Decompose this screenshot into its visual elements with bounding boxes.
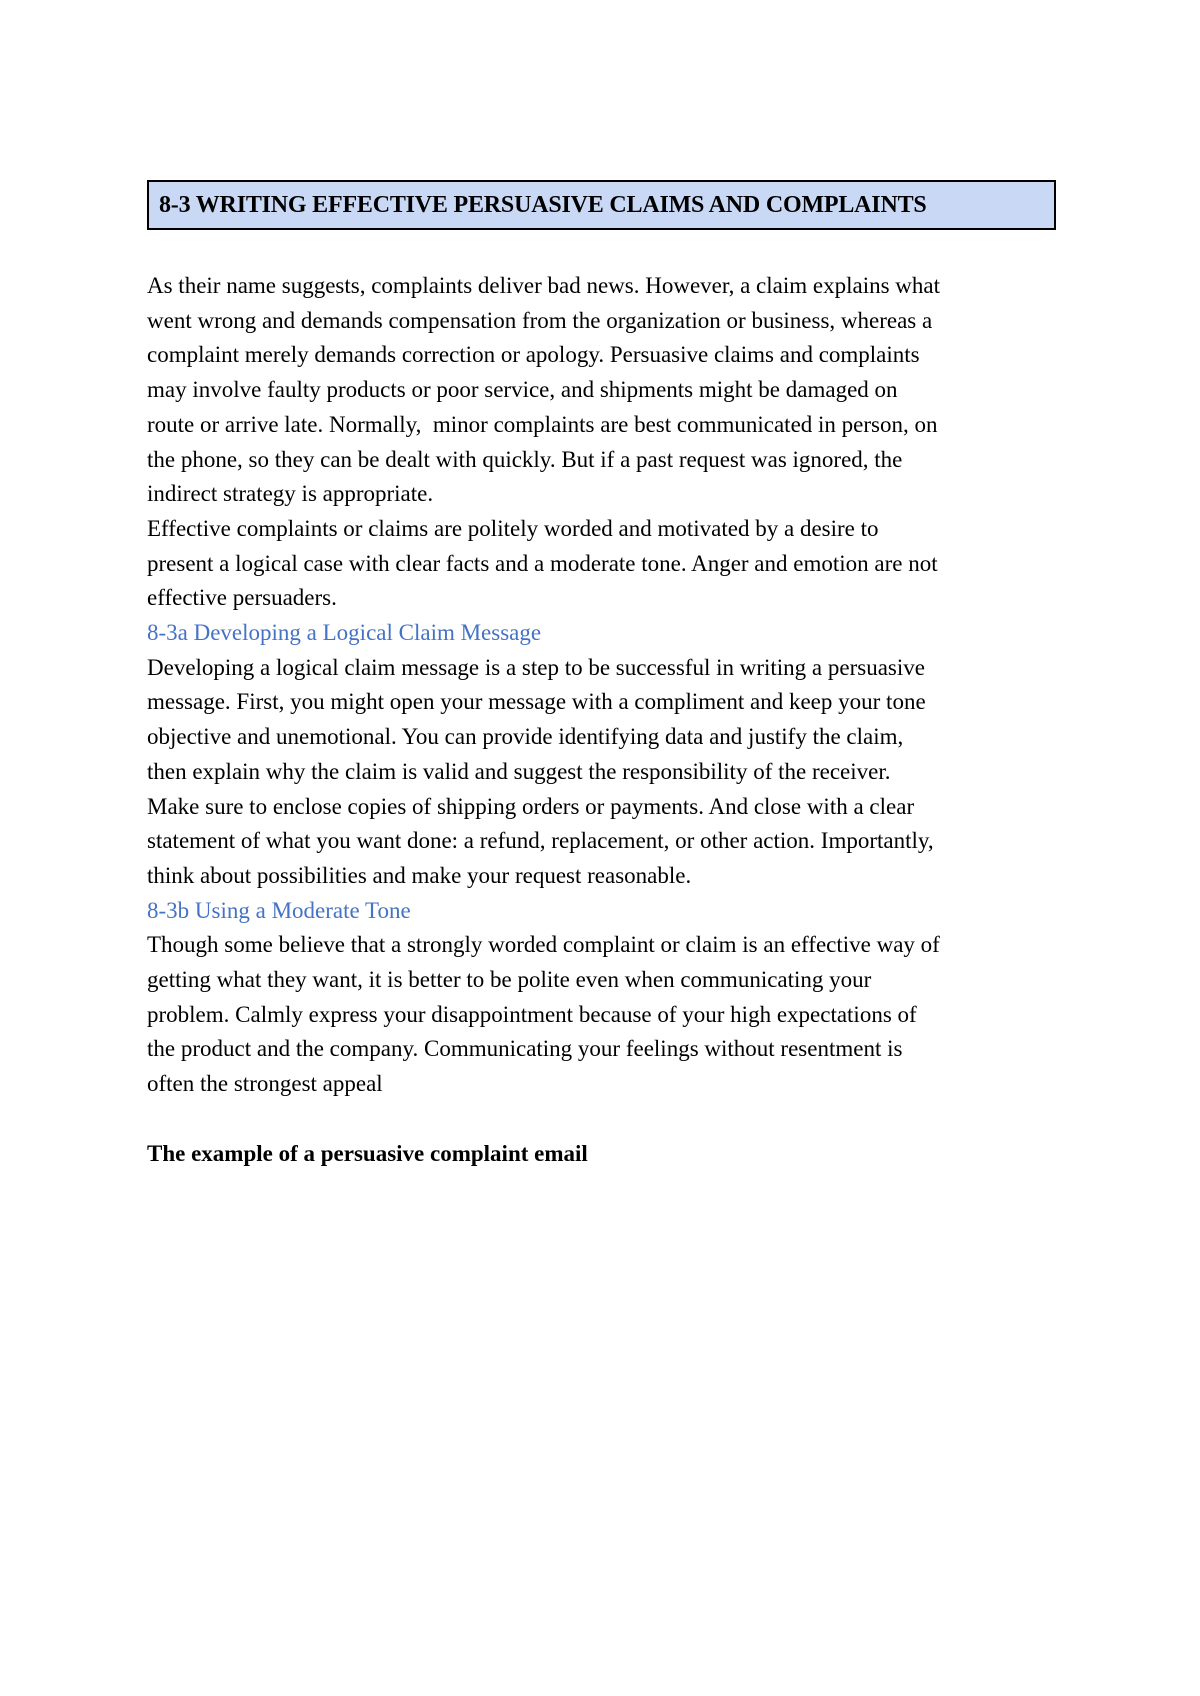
- section-title-box: [147, 180, 1056, 230]
- text-line: statement of what you want done: a refund, replacement, or other action. Importantly,: [147, 828, 934, 854]
- text-line: objective and unemotional. You can provide identifying data and justify the claim,: [147, 724, 904, 750]
- text-line: Developing a logical claim message is a step to be successful in writing a persuasive: [147, 654, 925, 680]
- text-line: effective persuaders.: [147, 585, 337, 611]
- blank-line: [147, 1102, 1067, 1137]
- text-line: Though some believe that a strongly worded complaint or claim is an effective way of: [147, 932, 940, 958]
- text-line: problem. Calmly express your disappointment because of your high expectations of: [147, 1001, 917, 1027]
- paragraph-effective-complaints: [147, 512, 1067, 616]
- text-line: went wrong and demands compensation from the organization or business, whereas a: [147, 307, 933, 333]
- text-line: indirect strategy is appropriate.: [147, 481, 434, 507]
- text-line: Effective complaints or claims are politely worded and motivated by a desire to: [147, 515, 879, 541]
- text-line: getting what they want, it is better to be polite even when communicating your: [147, 967, 872, 993]
- text-line: message. First, you might open your message with a compliment and keep your tone: [147, 689, 926, 715]
- paragraph-moderate-tone: [147, 928, 1067, 1102]
- text-line: complaint merely demands correction or apology. Persuasive claims and complaints: [147, 342, 920, 368]
- text-line: the product and the company. Communicating your feelings without resentment is: [147, 1036, 903, 1062]
- section-title: 8-3 WRITING EFFECTIVE PERSUASIVE CLAIMS AND COMPLAINTS: [159, 192, 927, 218]
- document-body: [147, 269, 1067, 1171]
- text-line: think about possibilities and make your request reasonable.: [147, 862, 692, 888]
- text-line: often the strongest appeal: [147, 1071, 383, 1097]
- text-line: Make sure to enclose copies of shipping orders or payments. And close with a clear: [147, 793, 915, 819]
- subheading-moderate-tone: 8-3b Using a Moderate Tone: [147, 897, 411, 923]
- paragraph-intro: [147, 269, 1067, 512]
- text-line: the phone, so they can be dealt with quickly. But if a past request was ignored, the: [147, 446, 903, 472]
- subheading-logical-claim: 8-3a Developing a Logical Claim Message: [147, 620, 542, 646]
- paragraph-logical-claim: [147, 651, 1067, 894]
- text-line: present a logical case with clear facts and a moderate tone. Anger and emotion are not: [147, 550, 938, 576]
- text-line: may involve faulty products or poor service, and shipments might be damaged on: [147, 377, 898, 403]
- text-line: then explain why the claim is valid and suggest the responsibility of the receiver.: [147, 758, 891, 784]
- example-heading: The example of a persuasive complaint email: [147, 1140, 588, 1166]
- text-line: route or arrive late. Normally, minor complaints are best communicated in person, on: [147, 411, 938, 437]
- text-line: As their name suggests, complaints deliver bad news. However, a claim explains what: [147, 273, 941, 298]
